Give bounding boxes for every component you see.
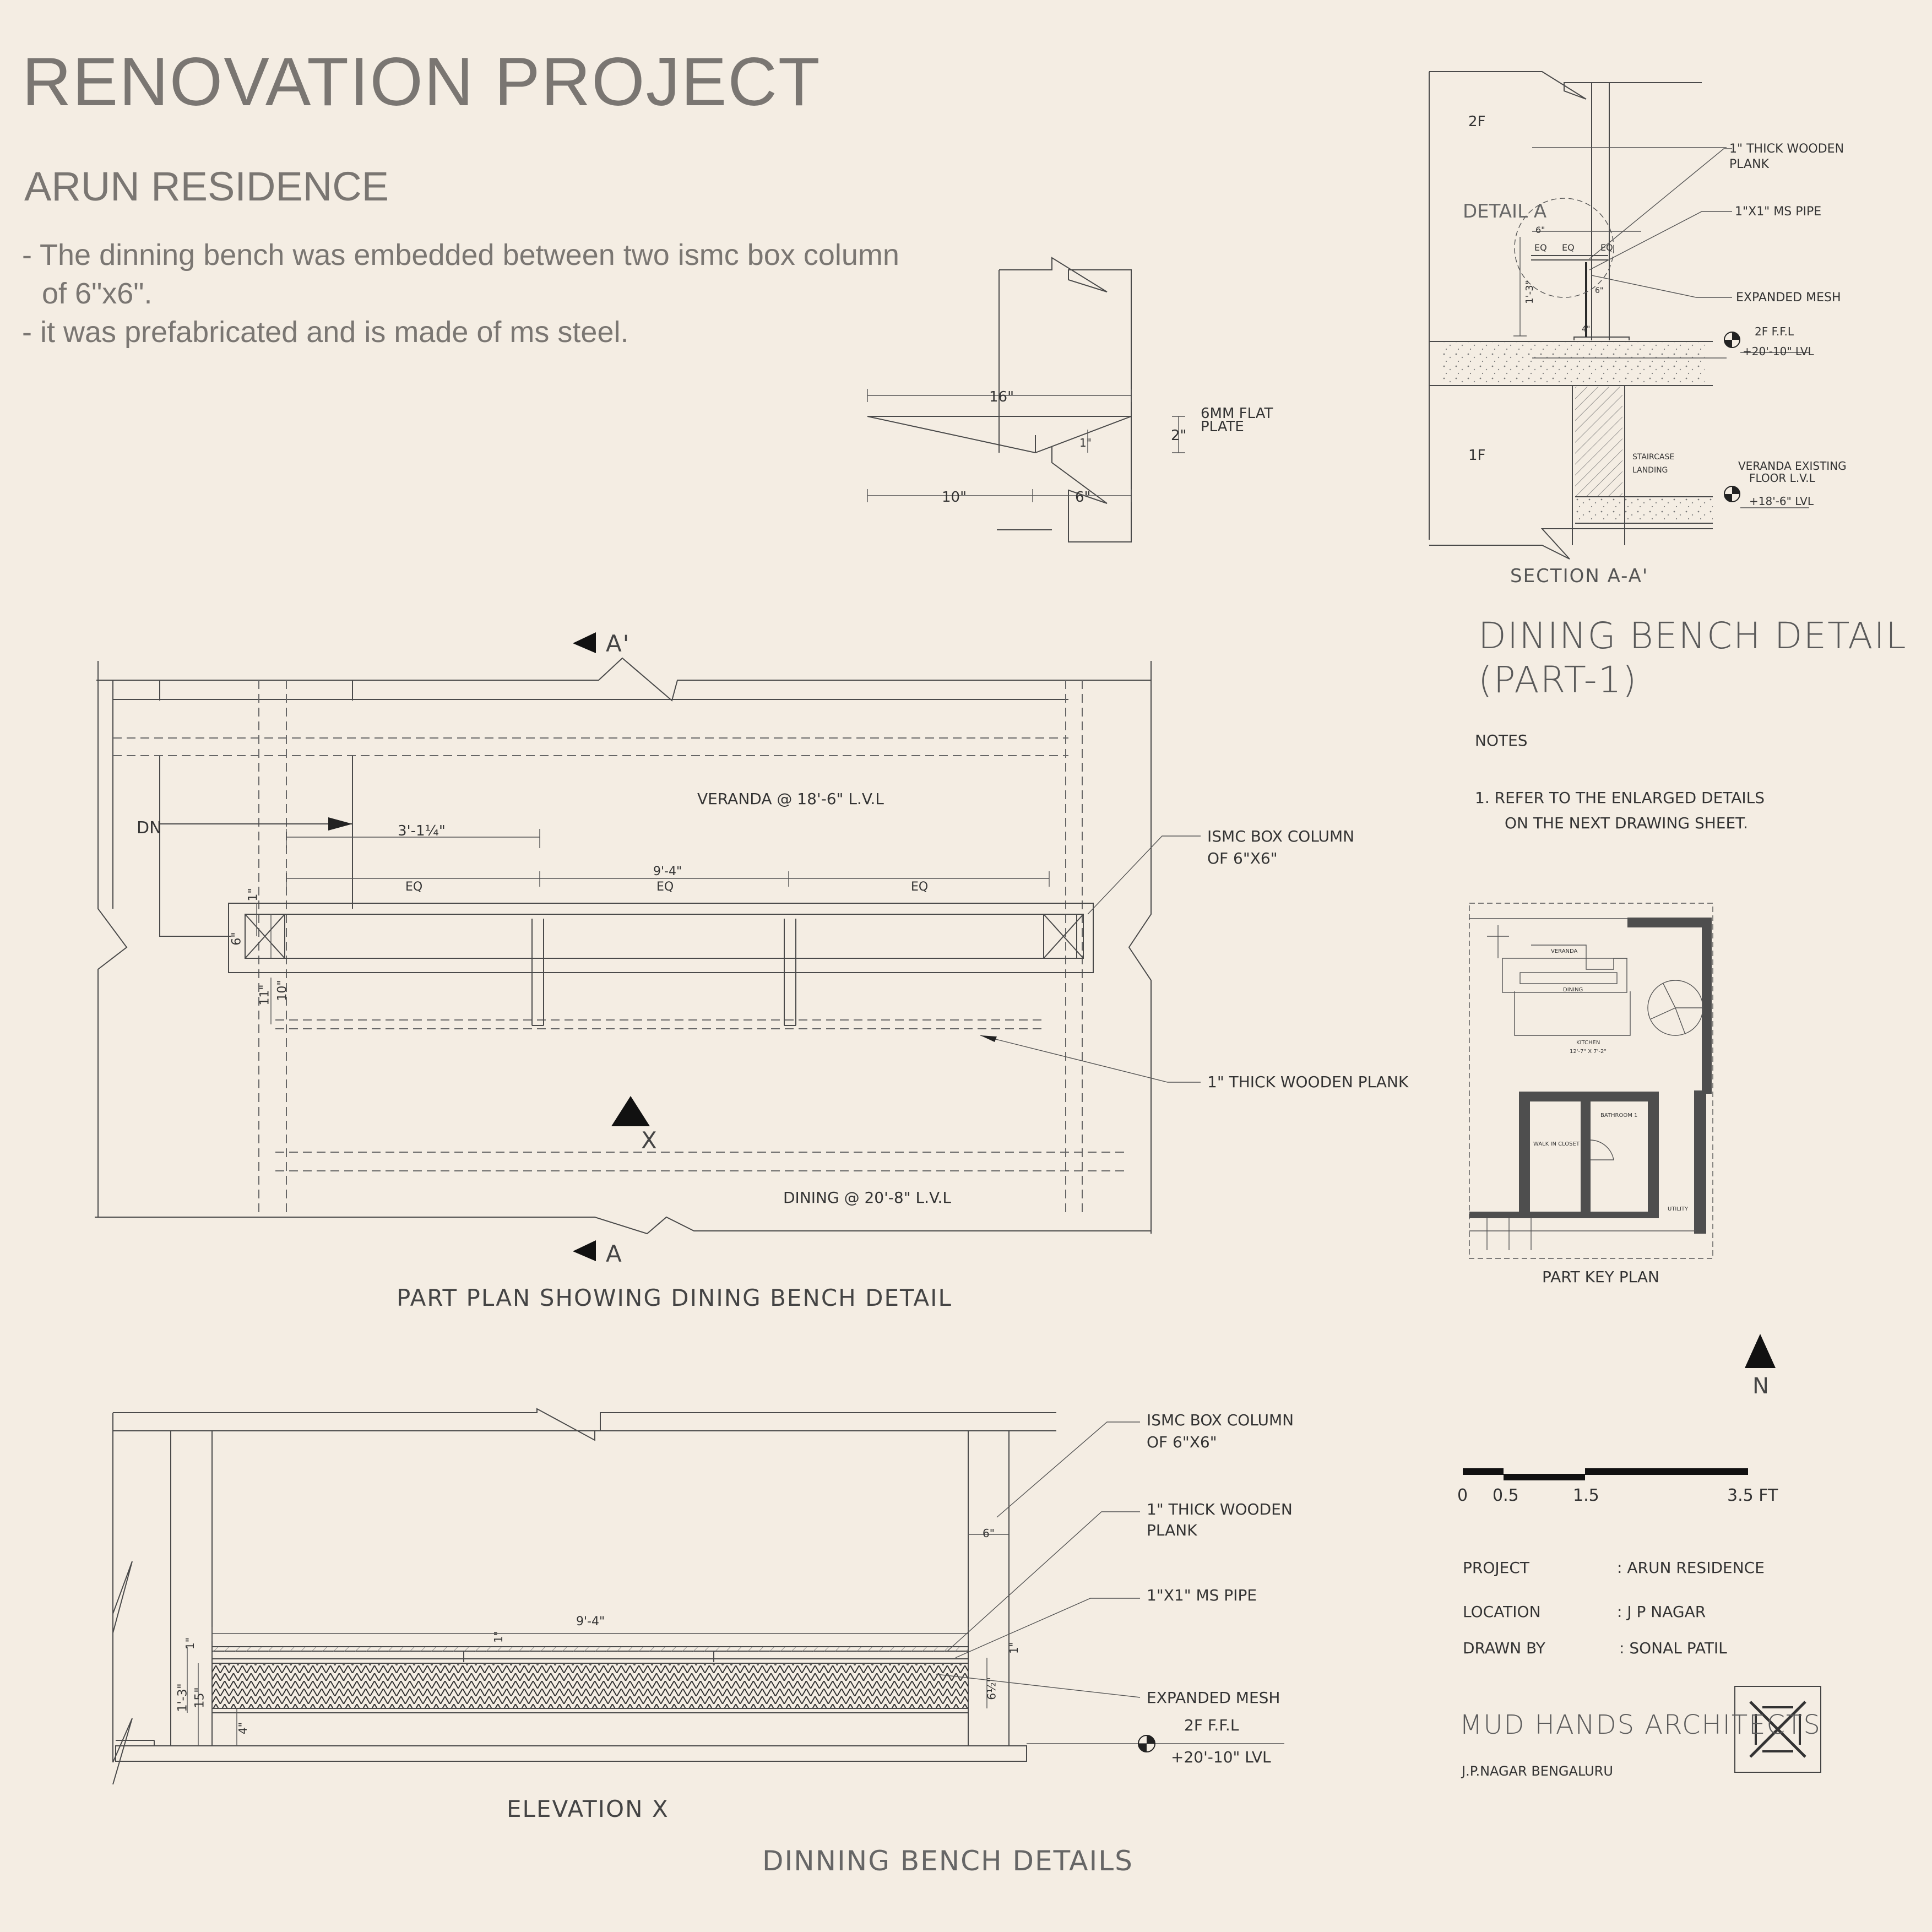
key-closet: WALK IN CLOSET	[1533, 1141, 1580, 1147]
section-veranda-1: VERANDA EXISTING	[1738, 459, 1847, 473]
section-label-mesh: EXPANDED MESH	[1736, 291, 1841, 305]
plan-marker-bottom: A	[606, 1240, 623, 1267]
section-stair-2: LANDING	[1632, 466, 1668, 475]
section-dim-v2: 4"	[1582, 325, 1591, 334]
key-dining: DINING	[1563, 987, 1583, 993]
info-location-value: : J P NAGAR	[1617, 1603, 1706, 1621]
keyplan-caption: PART KEY PLAN	[1542, 1268, 1659, 1286]
elev-label-plank-1: 1" THICK WOODEN	[1147, 1500, 1293, 1518]
elev-label-pipe: 1"X1" MS PIPE	[1147, 1586, 1257, 1604]
plate-dim-bottom-right: 6"	[1075, 489, 1091, 506]
plan-marker-top: A'	[606, 630, 631, 657]
elev-dim-4: 4"	[236, 1722, 249, 1734]
elev-ffl-1: 2F F.F.L	[1184, 1716, 1239, 1734]
sheet-footer-title: DINNING BENCH DETAILS	[762, 1845, 1133, 1877]
elev-dim-total: 9'-4"	[576, 1615, 605, 1629]
section-dim-six-b: 6"	[1595, 286, 1604, 295]
scale-bar	[1463, 1468, 1748, 1480]
plan-view-x: X	[641, 1127, 658, 1154]
elev-dim-15: 15"	[193, 1687, 207, 1708]
plan-caption: PART PLAN SHOWING DINING BENCH DETAIL	[397, 1284, 952, 1311]
section-eq-3: EQ	[1600, 242, 1613, 253]
elev-label-col-2: OF 6"X6"	[1147, 1433, 1217, 1451]
notes-heading: NOTES	[1475, 731, 1528, 750]
plan-eq-3: EQ	[911, 880, 929, 894]
project-subtitle: ARUN RESIDENCE	[24, 164, 389, 209]
plan-eq-2: EQ	[656, 880, 674, 894]
scale-tick-15: 1.5	[1573, 1486, 1599, 1505]
sheet-title-1: DINING BENCH DETAIL	[1478, 615, 1907, 657]
info-project-key: PROJECT	[1463, 1559, 1529, 1577]
info-project-value: : ARUN RESIDENCE	[1617, 1559, 1765, 1577]
section-ffl-2: +20'-10" LVL	[1743, 345, 1814, 358]
notes-line-1: 1. REFER TO THE ENLARGED DETAILS	[1475, 789, 1765, 807]
section-ffl-1: 2F F.F.L	[1755, 325, 1794, 338]
elev-dim-65: 6½"	[985, 1677, 998, 1700]
elevation-caption: ELEVATION X	[507, 1795, 669, 1822]
key-plan	[1469, 903, 1713, 1258]
firm-name: MUD HANDS ARCHITECTS	[1459, 1710, 1821, 1740]
elev-label-col-1: ISMC BOX COLUMN	[1147, 1411, 1294, 1429]
section-dim-v: 1'-3"	[1523, 280, 1535, 304]
elev-ffl-2: +20'-10" LVL	[1171, 1748, 1271, 1766]
plate-label-2: PLATE	[1201, 419, 1244, 435]
plate-dim-side: 2"	[1171, 427, 1187, 444]
plate-label-1: 6MM FLAT	[1201, 405, 1273, 422]
plan-dn: DN	[137, 818, 162, 838]
description-line-1: - The dinning bench was embedded between two ismc box column	[22, 238, 899, 272]
plan-eq-1: EQ	[405, 880, 423, 894]
plan-dim-6: 6"	[230, 932, 244, 946]
plate-detail	[867, 258, 1185, 542]
plan-col-label-1: ISMC BOX COLUMN	[1207, 827, 1355, 845]
section-veranda-3: +18'-6" LVL	[1749, 495, 1814, 508]
key-kitchen: KITCHEN	[1576, 1040, 1600, 1046]
elev-label-mesh: EXPANDED MESH	[1147, 1689, 1280, 1707]
plan-dim-total: 9'-4"	[653, 865, 682, 878]
section-caption: SECTION A-A'	[1510, 565, 1649, 587]
plate-dim-top: 16"	[989, 389, 1014, 405]
scale-tick-05: 0.5	[1493, 1486, 1519, 1505]
scale-tick-0: 0	[1457, 1486, 1468, 1505]
plate-dim-bottom-left: 10"	[942, 489, 967, 506]
section-eq-2: EQ	[1562, 242, 1575, 253]
notes-line-2: ON THE NEXT DRAWING SHEET.	[1505, 814, 1748, 832]
elev-dim-1: 1"	[491, 1631, 505, 1643]
info-drawnby-key: DRAWN BY	[1463, 1639, 1545, 1657]
section-six: 6"	[1535, 225, 1545, 235]
plan-dim-offset: 3'-1¼"	[398, 823, 446, 839]
info-location-key: LOCATION	[1463, 1603, 1541, 1621]
section-2f: 2F	[1468, 113, 1486, 130]
firm-address: J.P.NAGAR BENGALURU	[1462, 1763, 1613, 1779]
info-drawnby-value: : SONAL PATIL	[1619, 1639, 1727, 1657]
section-stair-1: STAIRCASE	[1632, 453, 1675, 462]
section-1f: 1F	[1468, 447, 1486, 464]
plan-dim-11: 11"	[258, 984, 272, 1006]
part-plan	[95, 632, 1201, 1261]
plate-dim-small: 1"	[1079, 436, 1092, 449]
key-bathroom: BATHROOM 1	[1600, 1112, 1638, 1119]
scale-tick-35: 3.5 FT	[1727, 1486, 1778, 1505]
elev-dim-1b: 1"	[183, 1637, 197, 1649]
north-label: N	[1752, 1374, 1770, 1399]
key-utility: UTILITY	[1668, 1206, 1689, 1212]
elev-label-plank-2: PLANK	[1147, 1521, 1197, 1539]
section-label-pipe: 1"X1" MS PIPE	[1735, 205, 1822, 219]
key-veranda: VERANDA	[1551, 948, 1578, 954]
key-kitchen-size: 12'-7" X 7'-2"	[1570, 1049, 1607, 1055]
section-label-plank-2: PLANK	[1729, 158, 1769, 171]
plan-veranda-level: VERANDA @ 18'-6" L.V.L	[697, 790, 884, 808]
elevation-x	[113, 1409, 1284, 1784]
sheet-title-2: (PART-1)	[1478, 659, 1638, 701]
plan-dim-10: 10"	[275, 980, 290, 1001]
section-eq-1: EQ	[1534, 242, 1547, 253]
section-veranda-2: FLOOR L.V.L	[1749, 471, 1815, 485]
plan-col-label-2: OF 6"X6"	[1207, 849, 1278, 867]
project-title: RENOVATION PROJECT	[22, 44, 821, 120]
north-arrow	[1745, 1334, 1776, 1368]
elev-dim-6: 6"	[983, 1527, 995, 1540]
elev-dim-13: 1'-3"	[176, 1683, 190, 1712]
plan-dim-1: 1"	[246, 888, 261, 902]
elev-dim-1c: 1"	[1007, 1642, 1021, 1654]
description-line-3: - it was prefabricated and is made of ms steel.	[22, 316, 629, 349]
section-label-plank-1: 1" THICK WOODEN	[1729, 142, 1844, 156]
description-line-2: of 6"x6".	[42, 277, 153, 310]
section-detail-a: DETAIL A	[1463, 200, 1547, 222]
plan-dining-level: DINING @ 20'-8" L.V.L	[783, 1188, 952, 1207]
plan-plank-label: 1" THICK WOODEN PLANK	[1207, 1073, 1409, 1091]
